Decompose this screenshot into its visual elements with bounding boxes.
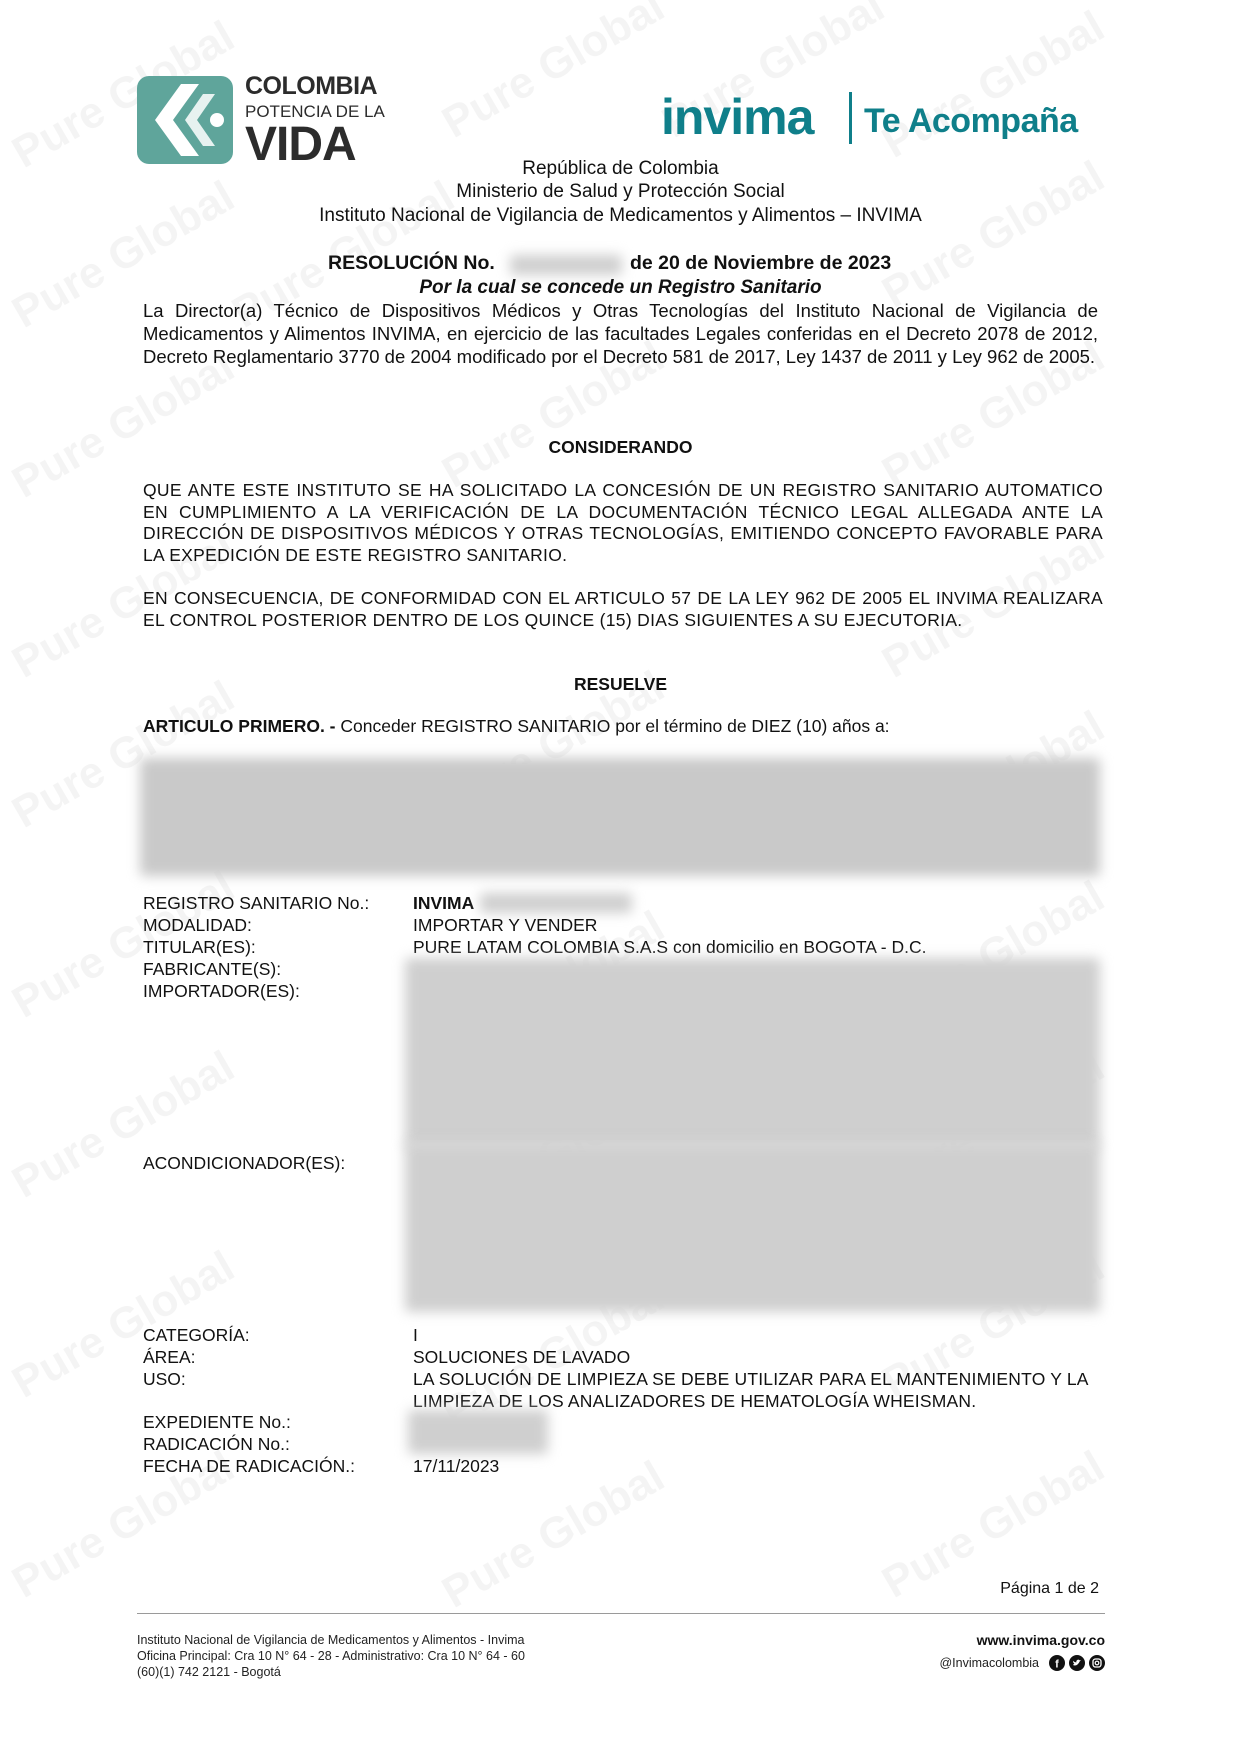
importador-label: IMPORTADOR(ES): (143, 981, 300, 1001)
header-republic: República de Colombia (522, 158, 719, 179)
invima-logo (661, 88, 1101, 148)
colombia-logo-mark-icon (137, 76, 233, 164)
logo-line-potencia: POTENCIA DE LA (245, 102, 385, 121)
titular-label: TITULAR(ES): (143, 937, 256, 957)
area-value: SOLUCIONES DE LAVADO (413, 1347, 631, 1367)
fecha-radicacion-label: FECHA DE RADICACIÓN.: (143, 1456, 355, 1476)
watermark (4, 1042, 243, 1209)
resuelve-heading: RESUELVE (573, 674, 668, 694)
footer-phone: (60)(1) 742 2121 - Bogotá (137, 1665, 281, 1679)
titular-value: PURE LATAM COLOMBIA S.A.S con domicilio en BOGOTA - D.C. (413, 937, 927, 957)
resolution-subtitle: Por la cual se concede un Registro Sanitario (419, 277, 822, 298)
twitter-icon[interactable] (1069, 1655, 1085, 1671)
registro-label: REGISTRO SANITARIO No.: (143, 893, 370, 913)
modalidad-label: MODALIDAD: (143, 915, 252, 935)
resolution-number-label: RESOLUCIÓN No. (328, 252, 495, 274)
registro-value: INVIMA (413, 893, 475, 913)
redacted-fabricante-importador (405, 958, 1100, 1148)
uso-label: USO: (143, 1369, 186, 1389)
categoria-value: I (413, 1325, 418, 1345)
resolution-date: de 20 de Noviembre de 2023 (630, 252, 892, 274)
redacted-resolution-number (510, 255, 622, 275)
considerando-paragraph-2: EN CONSECUENCIA, DE CONFORMIDAD CON EL ARTICULO 57 DE LA LEY 962 DE 2005 EL INVIMA REALIZARA EL CONTROL POSTERIOR DENTRO DE LOS QUINCE (15) DIAS SIGUIENTES A SU EJECUTORIA. (143, 588, 1103, 630)
considerando-heading: CONSIDERANDO (548, 437, 693, 457)
invima-tagline: Te Acompaña (864, 102, 1078, 140)
article-text: Conceder REGISTRO SANITARIO por el término de DIEZ (10) años a: (335, 716, 890, 736)
article-label: ARTICULO PRIMERO. - (143, 716, 336, 736)
footer-social (939, 1654, 1105, 1672)
redacted-product-block (140, 758, 1100, 876)
expediente-label: EXPEDIENTE No.: (143, 1412, 291, 1432)
resolution-intro: La Director(a) Técnico de Dispositivos Médicos y Otras Tecnologías del Instituto Nacional de Vigilancia de Medicamentos y Alimentos INVIMA, en ejercicio de las facultades Legales conferidas en el Decreto 2078 de 2012, Decreto Reglamentario 3770 de 2004 modificado por el Decreto 581 de 2017, Ley 1437 de 2011 y Ley 962 de 2005. (143, 300, 1098, 367)
radicacion-label: RADICACIÓN No.: (143, 1434, 290, 1454)
footer-address: Oficina Principal: Cra 10 N° 64 - 28 - Administrativo: Cra 10 N° 64 - 60 (137, 1649, 525, 1663)
instagram-icon[interactable] (1089, 1655, 1105, 1671)
social-handle: @Invimacolombia (939, 1656, 1039, 1670)
footer-divider (137, 1613, 1105, 1614)
acondicionador-label: ACONDICIONADOR(ES): (143, 1153, 346, 1173)
header-institute: Instituto Nacional de Vigilancia de Medicamentos y Alimentos – INVIMA (319, 205, 922, 226)
footer-website[interactable]: www.invima.gov.co (976, 1632, 1105, 1648)
fabricante-label: FABRICANTE(S): (143, 959, 282, 979)
facebook-icon[interactable] (1049, 1655, 1065, 1671)
uso-value: LA SOLUCIÓN DE LIMPIEZA SE DEBE UTILIZAR PARA EL MANTENIMIENTO Y LA LIMPIEZA DE LOS ANALIZADORES DE HEMATOLOGÍA WHEISMAN. (413, 1369, 1088, 1411)
svg-text:f: f (1055, 1658, 1059, 1671)
fecha-radicacion-value: 17/11/2023 (413, 1456, 500, 1476)
considerando-paragraph-1: QUE ANTE ESTE INSTITUTO SE HA SOLICITADO LA CONCESIÓN DE UN REGISTRO SANITARIO AUTOMATICO EN CUMPLIMIENTO A LA VERIFICACIÓN DE LA DOCUMENTACIÓN TÉCNICO LEGAL ALLEGADA ANTE LA DIRECCIÓN DE DISPOSITIVOS MÉDICOS Y OTRAS TECNOLOGÍAS, EMITIENDO CONCEPTO FAVORABLE PARA LA EXPEDICIÓN DE ESTE REGISTRO SANITARIO. (143, 480, 1103, 565)
area-label: ÁREA: (143, 1347, 196, 1367)
footer-institute: Instituto Nacional de Vigilancia de Medicamentos y Alimentos - Invima (137, 1633, 525, 1647)
redacted-expediente-radicacion (408, 1410, 548, 1454)
modalidad-value: IMPORTAR Y VENDER (413, 915, 598, 935)
header-ministry: Ministerio de Salud y Protección Social (456, 181, 785, 202)
logo-line-vida: VIDA (245, 118, 356, 171)
invima-wordmark: invima (661, 89, 814, 145)
logo-line-colombia: COLOMBIA (245, 72, 378, 100)
categoria-label: CATEGORÍA: (143, 1325, 250, 1345)
redacted-registro-number (480, 893, 632, 913)
article-primero (143, 716, 890, 738)
redacted-acondicionador (405, 1142, 1100, 1312)
logo-divider (849, 92, 852, 144)
page-number: Página 1 de 2 (1000, 1580, 1099, 1597)
watermark (434, 0, 673, 148)
colombia-logo (137, 72, 397, 171)
